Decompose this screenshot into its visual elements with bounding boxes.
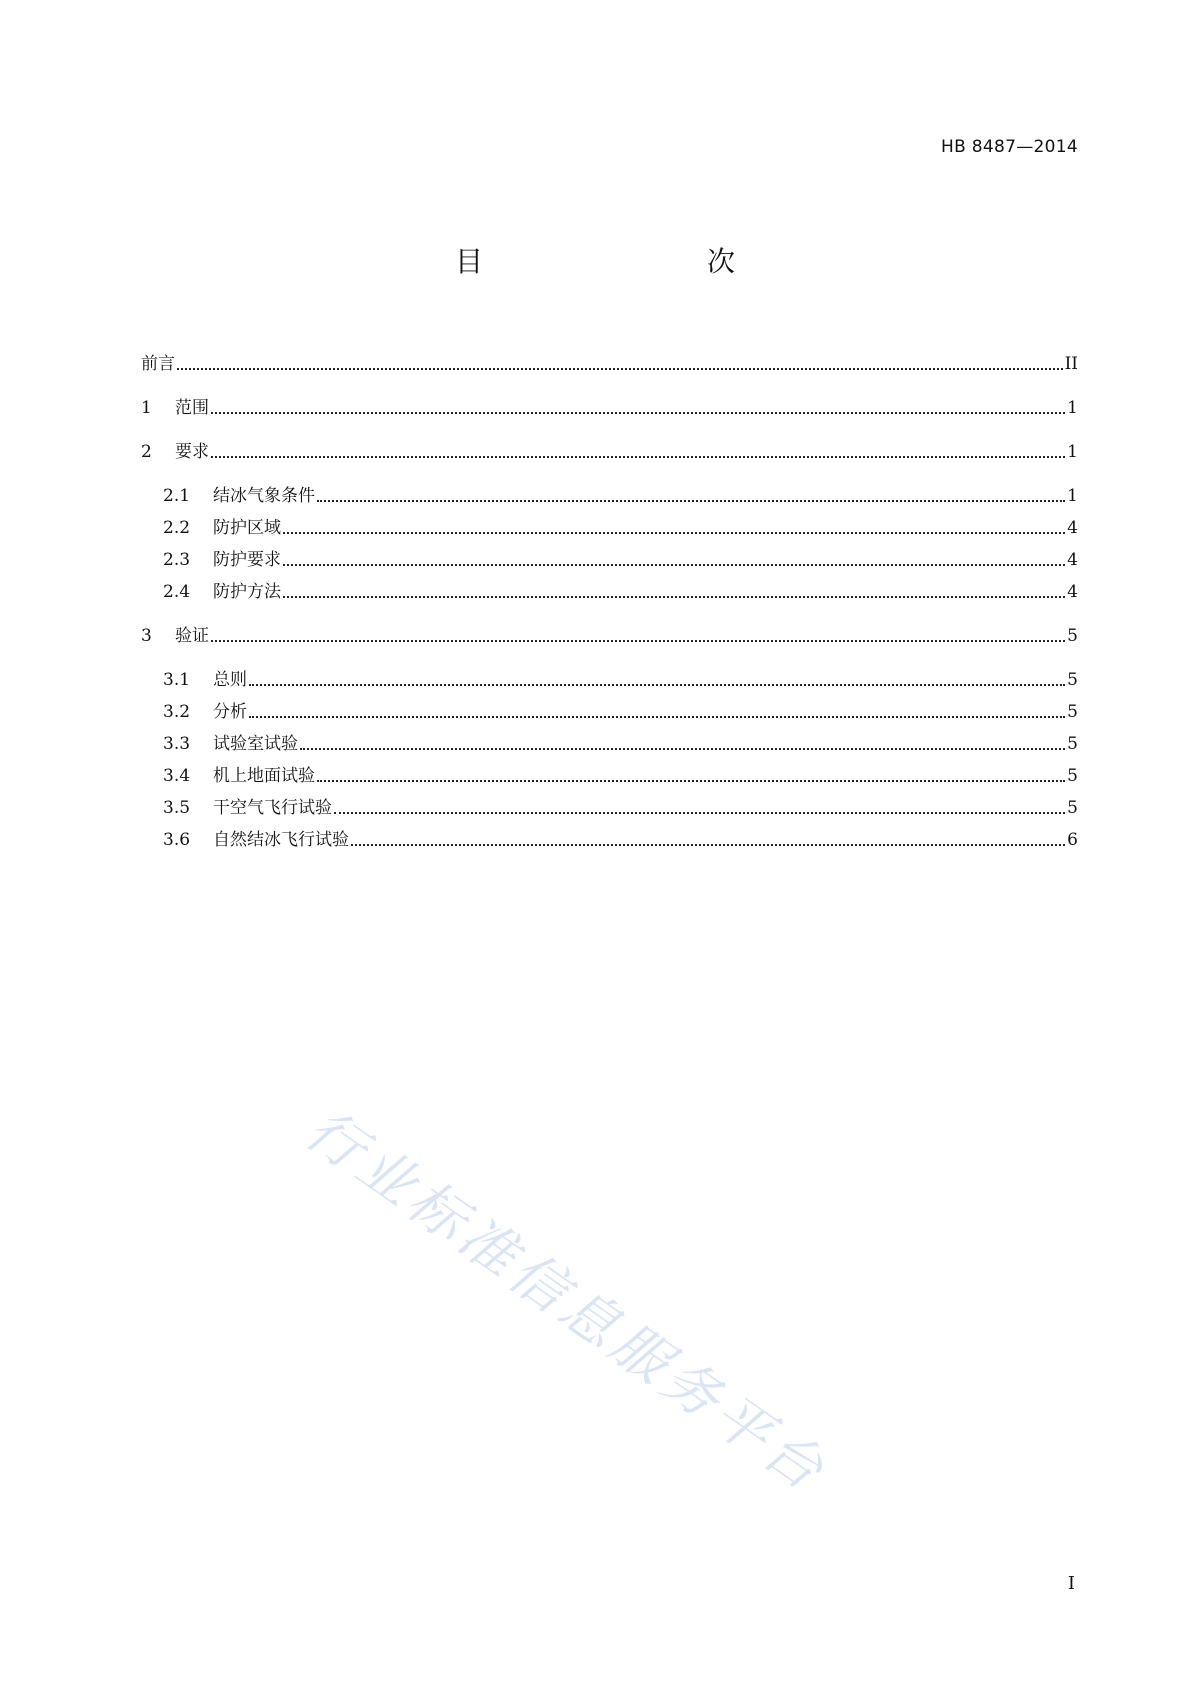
leader-dots (334, 812, 1065, 814)
toc-label: 机上地面试验 (213, 766, 315, 786)
leader-dots (249, 684, 1065, 686)
toc-label: 试验室试验 (213, 734, 298, 754)
document-code: HB 8487—2014 (941, 137, 1078, 157)
leader-dots (283, 596, 1065, 598)
toc-number: 3.3 (163, 734, 191, 754)
leader-dots (249, 716, 1065, 718)
toc-number: 2.3 (163, 550, 191, 570)
toc-label: 防护区域 (213, 518, 281, 538)
toc-entry-verification[interactable] (141, 614, 1078, 646)
toc-page: 6 (1067, 830, 1078, 850)
toc-page: 4 (1067, 550, 1078, 570)
leader-dots (211, 456, 1065, 458)
toc-number: 3.1 (163, 670, 191, 690)
page-number: I (1067, 1573, 1075, 1594)
toc-page: 5 (1067, 766, 1078, 786)
toc-entry-3-6[interactable] (141, 818, 1078, 850)
leader-dots (211, 412, 1065, 414)
toc-number: 3.2 (163, 702, 191, 722)
toc-entry-3-2[interactable] (141, 690, 1078, 722)
toc-page: 5 (1067, 626, 1078, 646)
toc-number: 3.5 (163, 798, 191, 818)
toc-label: 前言 (141, 354, 175, 374)
toc-number: 3.6 (163, 830, 191, 850)
toc-label: 分析 (213, 702, 247, 722)
toc-entry-3-3[interactable] (141, 722, 1078, 754)
toc-page: 5 (1067, 670, 1078, 690)
toc-number: 3.4 (163, 766, 191, 786)
toc-entry-requirements[interactable] (141, 430, 1078, 462)
toc-entry-2-3[interactable] (141, 538, 1078, 570)
toc-page: 1 (1067, 486, 1078, 506)
leader-dots (283, 564, 1065, 566)
toc-number: 2.1 (163, 486, 191, 506)
toc-entry-2-2[interactable] (141, 506, 1078, 538)
toc-page: 1 (1067, 398, 1078, 418)
toc-page: II (1064, 354, 1078, 374)
toc-entry-3-5[interactable] (141, 786, 1078, 818)
leader-dots (300, 748, 1065, 750)
toc-label: 结冰气象条件 (213, 486, 315, 506)
toc-label: 防护方法 (213, 582, 281, 602)
toc-entry-2-4[interactable] (141, 570, 1078, 602)
toc-page: 4 (1067, 518, 1078, 538)
toc-entry-3-1[interactable] (141, 658, 1078, 690)
toc-label: 范围 (175, 398, 209, 418)
toc-label: 验证 (175, 626, 209, 646)
toc-number: 2.4 (163, 582, 191, 602)
toc-number: 2 (141, 442, 152, 462)
toc-entry-3-4[interactable] (141, 754, 1078, 786)
toc-page: 5 (1067, 734, 1078, 754)
toc-number: 1 (141, 398, 152, 418)
table-of-contents (141, 342, 1078, 850)
page-title: 目 次 (454, 245, 791, 278)
toc-label: 总则 (213, 670, 247, 690)
leader-dots (317, 780, 1065, 782)
toc-label: 要求 (175, 442, 209, 462)
watermark: 行业标准信息服务平台 (293, 1097, 839, 1506)
leader-dots (317, 500, 1065, 502)
toc-number: 3 (141, 626, 152, 646)
toc-entry-foreword[interactable] (141, 342, 1078, 374)
toc-page: 4 (1067, 582, 1078, 602)
toc-entry-2-1[interactable] (141, 474, 1078, 506)
toc-label: 防护要求 (213, 550, 281, 570)
leader-dots (211, 640, 1065, 642)
toc-label: 干空气飞行试验 (213, 798, 332, 818)
toc-entry-scope[interactable] (141, 386, 1078, 418)
toc-page: 5 (1067, 798, 1078, 818)
toc-page: 5 (1067, 702, 1078, 722)
toc-page: 1 (1067, 442, 1078, 462)
leader-dots (351, 844, 1065, 846)
leader-dots (177, 368, 1063, 370)
toc-number: 2.2 (163, 518, 191, 538)
leader-dots (283, 532, 1065, 534)
toc-label: 自然结冰飞行试验 (213, 830, 349, 850)
